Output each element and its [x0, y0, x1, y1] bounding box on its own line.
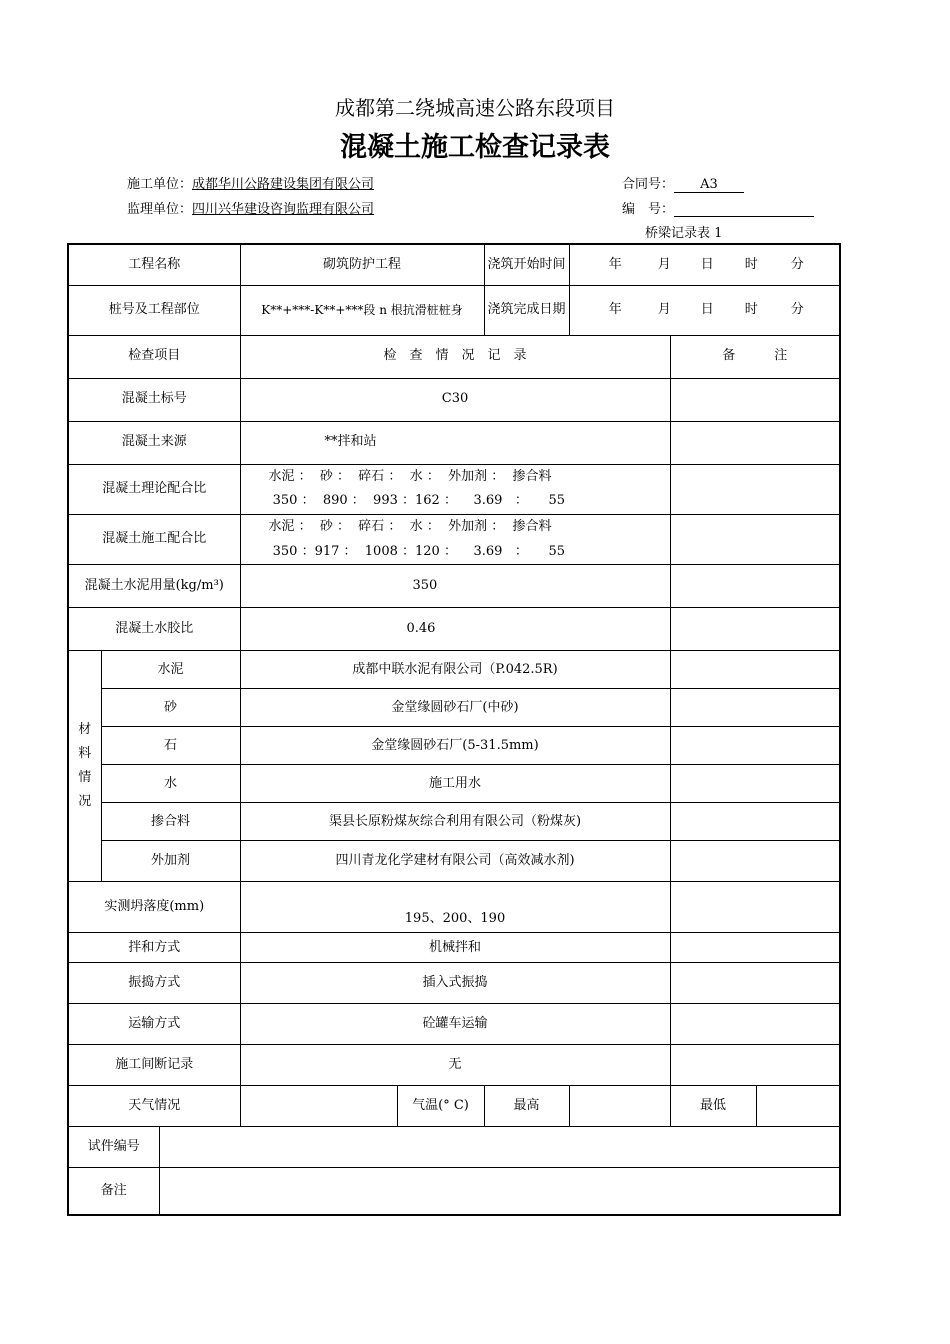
material-value: 施工用水	[240, 765, 670, 803]
remark-cell	[670, 464, 840, 514]
pour-end-label: 浇筑完成日期	[484, 285, 569, 335]
weather-value	[240, 1086, 397, 1127]
mixing-label: 拌和方式	[68, 933, 240, 963]
transport-label: 运输方式	[68, 1004, 240, 1045]
pile-value: K**+***-K**+***段 n 根抗滑桩桩身	[240, 285, 484, 335]
construction-unit-label: 施工单位：	[127, 177, 193, 192]
pour-start-time: 年 月 日 时 分	[569, 244, 840, 285]
supervision-unit-label: 监理单位：	[127, 202, 193, 217]
cement-amount-value: 350	[240, 565, 670, 608]
remark-cell	[670, 841, 840, 882]
transport-value: 砼罐车运输	[240, 1004, 670, 1045]
pour-start-label: 浇筑开始时间	[484, 244, 569, 285]
remark-header: 备 注	[670, 335, 840, 378]
vibration-label: 振捣方式	[68, 963, 240, 1004]
serial-no-value	[674, 199, 814, 217]
min-value	[756, 1086, 840, 1127]
material-value: 四川青龙化学建材有限公司（高效减水剂)	[240, 841, 670, 882]
serial-no-label: 编 号：	[622, 202, 675, 217]
material-value: 成都中联水泥有限公司（P.042.5R)	[240, 651, 670, 689]
grade-label: 混凝土标号	[68, 378, 240, 421]
supervision-unit-value: 四川兴华建设咨询监理有限公司	[192, 202, 375, 217]
inspection-record-table	[67, 243, 841, 1216]
source-value: **拌和站	[240, 421, 670, 464]
materials-label: 材料情况	[68, 651, 101, 882]
contract-no-label: 合同号：	[622, 177, 675, 192]
project-name-value: 砌筑防护工程	[240, 244, 484, 285]
remark-cell	[670, 378, 840, 421]
material-value: 金堂缘圆砂石厂(中砂)	[240, 689, 670, 727]
serial-no-line	[622, 198, 814, 217]
remark-cell	[670, 963, 840, 1004]
theory-mix-label: 混凝土理论配合比	[68, 464, 240, 514]
contract-no-value: A3	[674, 177, 744, 193]
remark-cell	[670, 882, 840, 933]
remark-cell	[670, 514, 840, 564]
wb-ratio-label: 混凝土水胶比	[68, 608, 240, 651]
mixing-value: 机械拌和	[240, 933, 670, 963]
min-label: 最低	[670, 1086, 756, 1127]
pile-label: 桩号及工程部位	[68, 285, 240, 335]
remark-cell	[670, 1045, 840, 1086]
remark-cell	[670, 1004, 840, 1045]
cement-amount-label: 混凝土水泥用量(kg/m³)	[68, 565, 240, 608]
material-name: 水泥	[101, 651, 240, 689]
specimen-label: 试件编号	[68, 1127, 159, 1168]
form-title: 混凝土施工检查记录表	[340, 132, 610, 163]
remark-cell	[670, 933, 840, 963]
notes-label: 备注	[68, 1168, 159, 1215]
temp-label: 气温(° C)	[397, 1086, 484, 1127]
contract-no-line	[622, 173, 744, 193]
check-item-header: 检查项目	[68, 335, 240, 378]
theory-mix-value: 水泥 ： 砂 ： 碎石 ： 水 ： 外加剂 ： 掺合料 350 ： 890 ： 993 ：162 ： 3.69 ： 55	[240, 464, 670, 514]
material-name: 外加剂	[101, 841, 240, 882]
slump-value: 195、200、190	[240, 882, 670, 933]
remark-cell	[670, 803, 840, 841]
material-name: 砂	[101, 689, 240, 727]
construction-unit-line	[127, 173, 374, 192]
project-title: 成都第二绕城高速公路东段项目	[335, 96, 615, 120]
remark-cell	[670, 689, 840, 727]
wb-ratio-value: 0.46	[240, 608, 670, 651]
remark-cell	[670, 421, 840, 464]
remark-cell	[670, 727, 840, 765]
site-mix-label: 混凝土施工配合比	[68, 514, 240, 564]
material-name: 水	[101, 765, 240, 803]
form-code: 桥梁记录表 1	[645, 226, 723, 241]
material-value: 渠县长原粉煤灰综合利用有限公司（粉煤灰)	[240, 803, 670, 841]
material-value: 金堂缘圆砂石厂(5-31.5mm)	[240, 727, 670, 765]
interruption-value: 无	[240, 1045, 670, 1086]
project-name-label: 工程名称	[68, 244, 240, 285]
notes-value	[159, 1168, 840, 1215]
max-value	[569, 1086, 670, 1127]
material-name: 掺合料	[101, 803, 240, 841]
vibration-value: 插入式振捣	[240, 963, 670, 1004]
pour-end-time: 年 月 日 时 分	[569, 285, 840, 335]
remark-cell	[670, 608, 840, 651]
max-label: 最高	[484, 1086, 569, 1127]
supervision-unit-line	[127, 198, 374, 217]
grade-value: C30	[240, 378, 670, 421]
source-label: 混凝土来源	[68, 421, 240, 464]
check-record-header: 检 查 情 况 记 录	[240, 335, 670, 378]
slump-label: 实测坍落度(mm)	[68, 882, 240, 933]
specimen-value	[159, 1127, 840, 1168]
remark-cell	[670, 651, 840, 689]
construction-unit-value: 成都华川公路建设集团有限公司	[192, 177, 375, 192]
site-mix-value: 水泥 ： 砂 ： 碎石 ： 水 ： 外加剂 ： 掺合料 350 ：917 ： 1008 ：120 ： 3.69 ： 55	[240, 514, 670, 564]
material-name: 石	[101, 727, 240, 765]
remark-cell	[670, 565, 840, 608]
remark-cell	[670, 765, 840, 803]
interruption-label: 施工间断记录	[68, 1045, 240, 1086]
weather-label: 天气情况	[68, 1086, 240, 1127]
